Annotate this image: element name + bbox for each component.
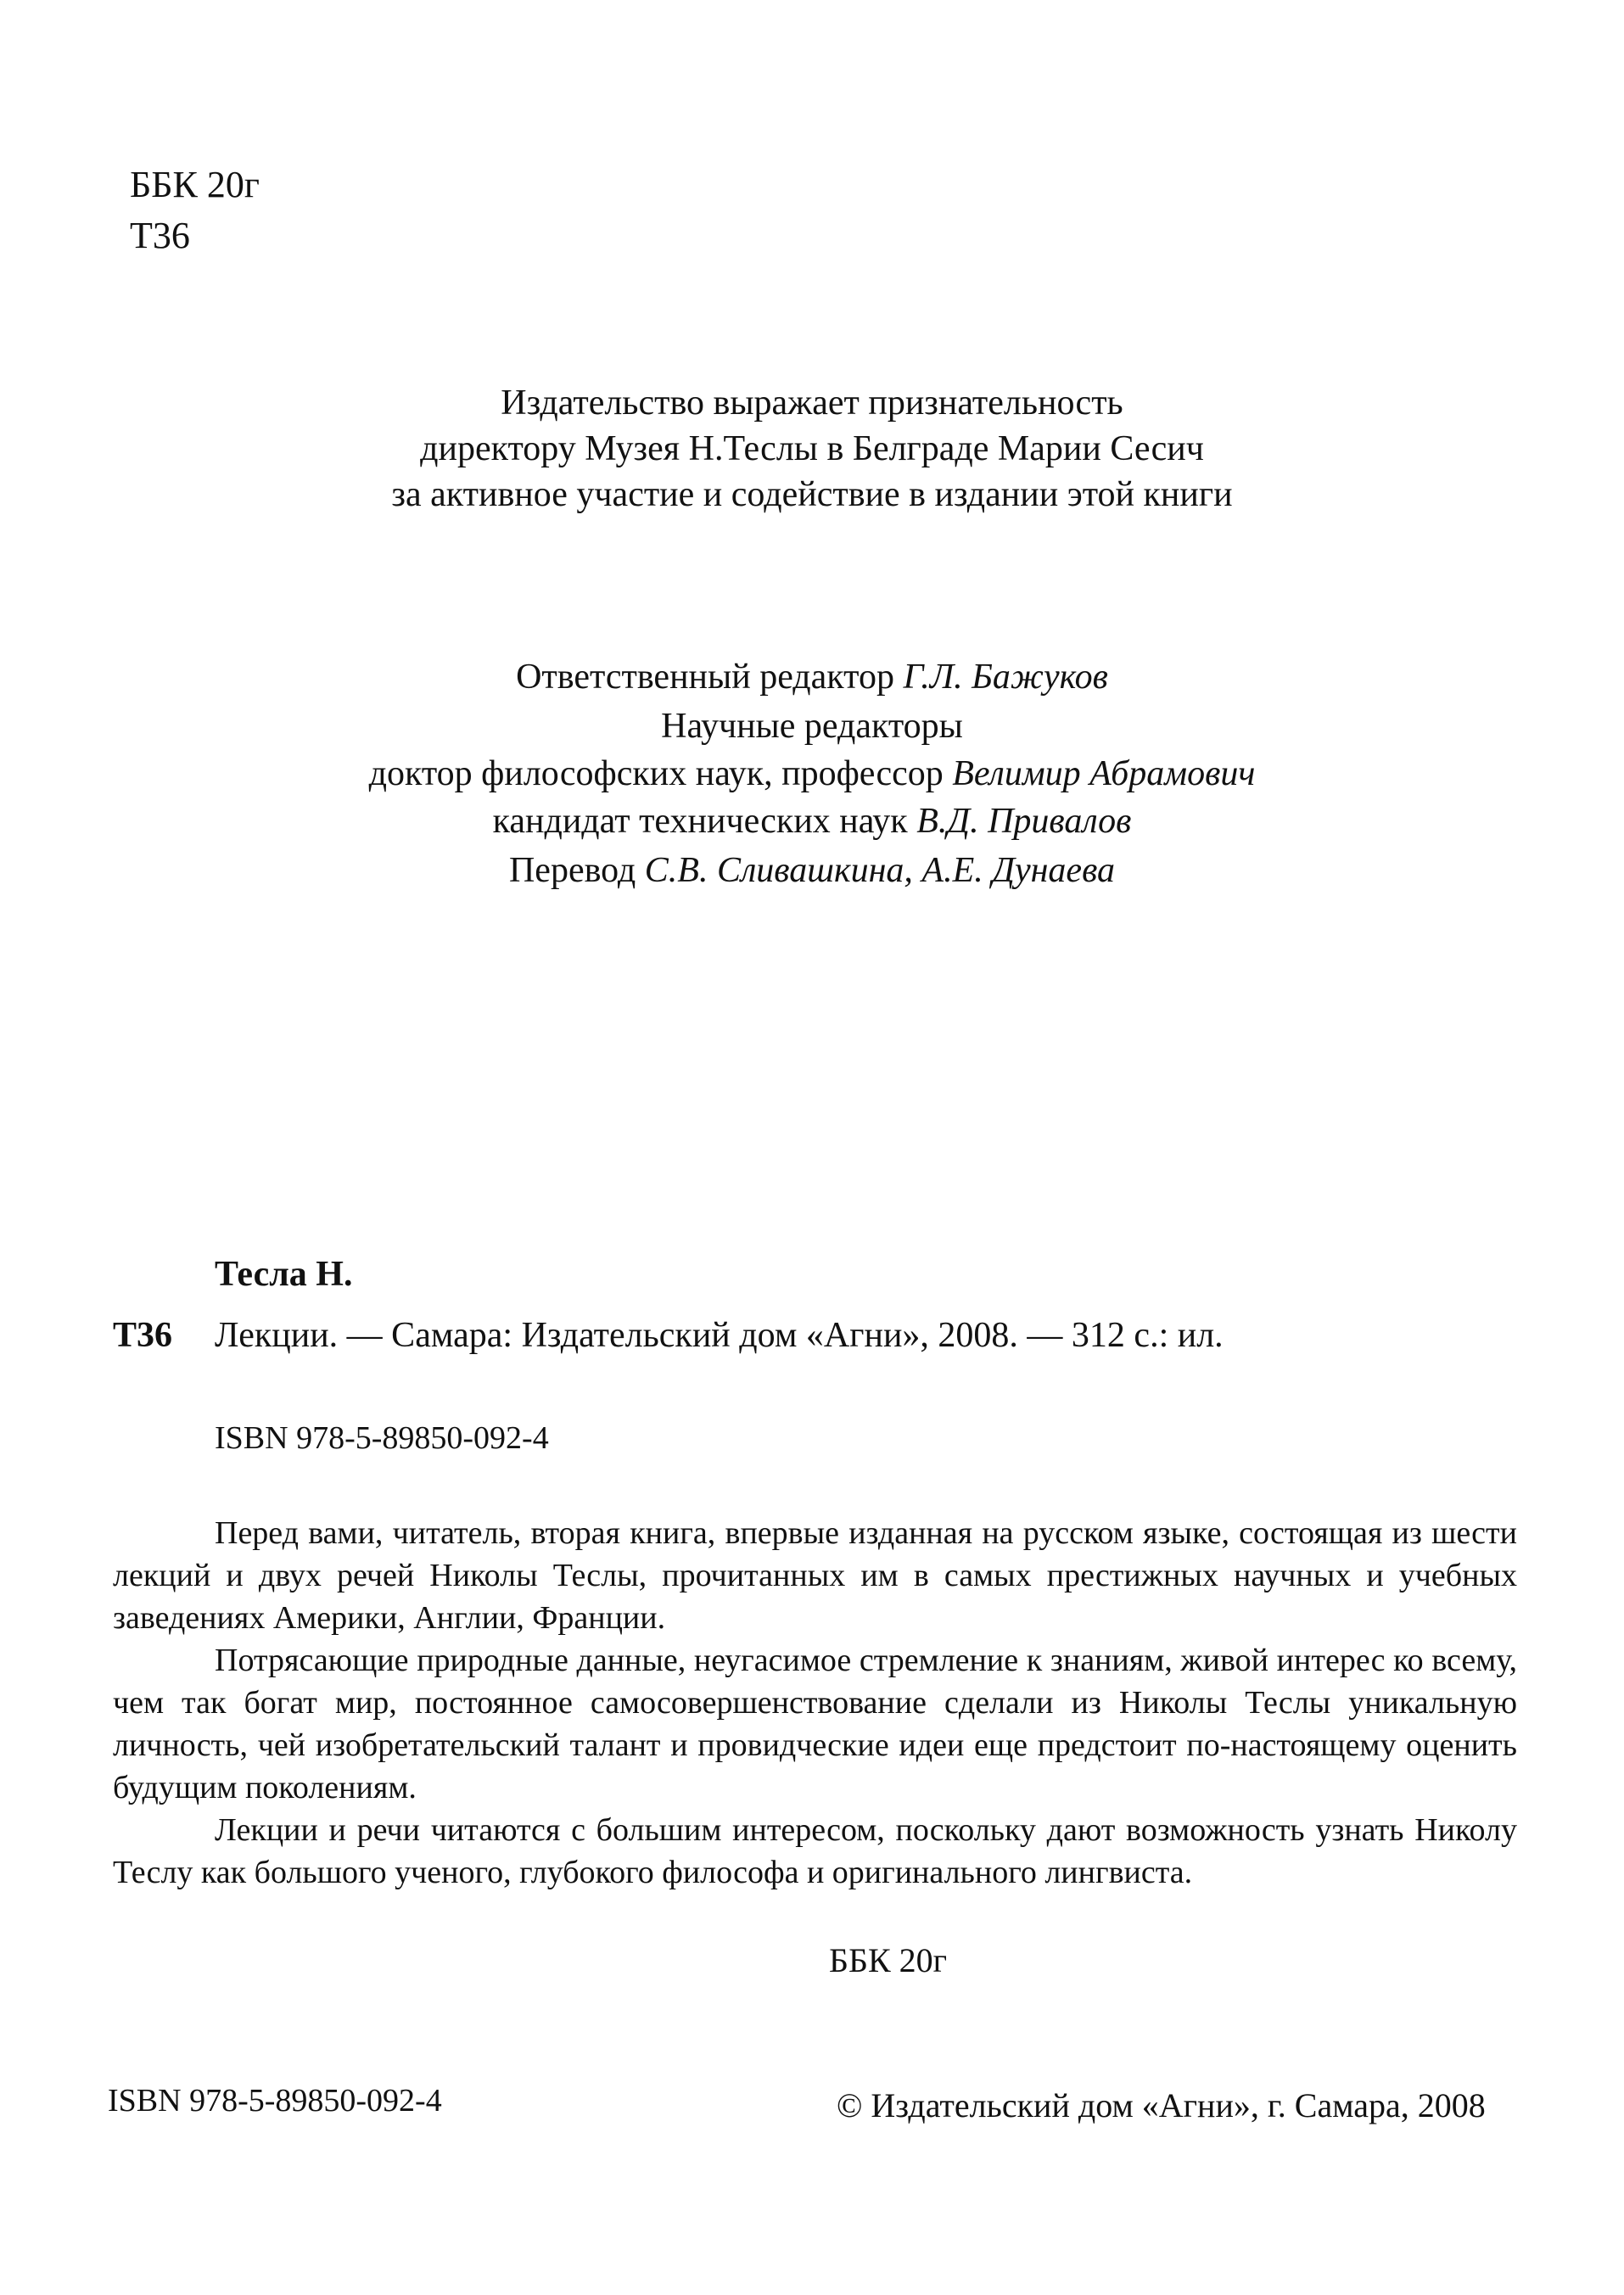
abstract-paragraph-2: Потрясающие природные данные, неугасимое стремление к знаниям, живой интерес ко всему, чем так богат мир, постоянное самосовершенствование сделали из Николы Теслы уникальную личность, чей изобретательский талант и провидческие идеи еще предстоит по-настоящему оценить будущим поколениям. [113, 1643, 1517, 1805]
catalog-entry: Лекции. — Самара: Издательский дом «Агни», 2008. — 312 с.: ил. [215, 1316, 1224, 1355]
acknowledgement-line-2: директору Музея Н.Теслы в Белграде Марии Сесич [420, 429, 1204, 468]
editor-2-name: В.Д. Привалов [916, 802, 1132, 841]
bbk-code: ББК 20г [130, 164, 260, 205]
abstract [113, 1512, 1517, 1894]
editor-2-title: кандидат технических наук [492, 802, 908, 841]
footer-isbn: ISBN 978-5-89850-092-4 [108, 2083, 442, 2119]
responsible-editor-label: Ответственный редактор [516, 658, 894, 697]
acknowledgement [0, 380, 1624, 518]
author-mark: Т36 [130, 215, 190, 256]
catalog-code: Т36 [113, 1316, 173, 1355]
scientific-editor-2 [0, 798, 1624, 845]
editor-1-name: Велимир Абрамович [952, 754, 1256, 793]
translation [0, 847, 1624, 894]
bbk-index-bottom: ББК 20г [829, 1941, 948, 1979]
catalog-isbn: ISBN 978-5-89850-092-4 [215, 1420, 549, 1456]
credits-block [0, 653, 1624, 894]
translators: С.В. Сливашкина, А.Е. Дунаева [644, 851, 1116, 890]
copyright-notice: © Издательский дом «Агни», г. Самара, 2008 [837, 2086, 1486, 2124]
editor-1-title: доктор философских наук, профессор [368, 754, 944, 793]
scientific-editors-label: Научные редакторы [661, 707, 963, 746]
abstract-paragraph-1: Перед вами, читатель, вторая книга, впервые изданная на русском языке, состоящая из шести лекций и двух речей Николы Теслы, прочитанных им в самых престижных научных и учебных заведениях Америки, Англии, Франции. [113, 1515, 1517, 1636]
responsible-editor-name: Г.Л. Бажуков [903, 658, 1108, 697]
acknowledgement-line-3: за активное участие и содействие в издании этой книги [391, 475, 1233, 514]
catalog-author: Тесла Н. [215, 1255, 353, 1294]
bbk-index-top [130, 160, 260, 261]
translation-label: Перевод [508, 851, 636, 890]
abstract-paragraph-3: Лекции и речи читаются с большим интересом, поскольку дают возможность узнать Николу Теслу как большого ученого, глубокого философа и оригинального лингвиста. [113, 1812, 1517, 1890]
scientific-editor-1 [0, 750, 1624, 798]
responsible-editor [0, 653, 1624, 701]
acknowledgement-line-1: Издательство выражает признательность [501, 383, 1123, 423]
